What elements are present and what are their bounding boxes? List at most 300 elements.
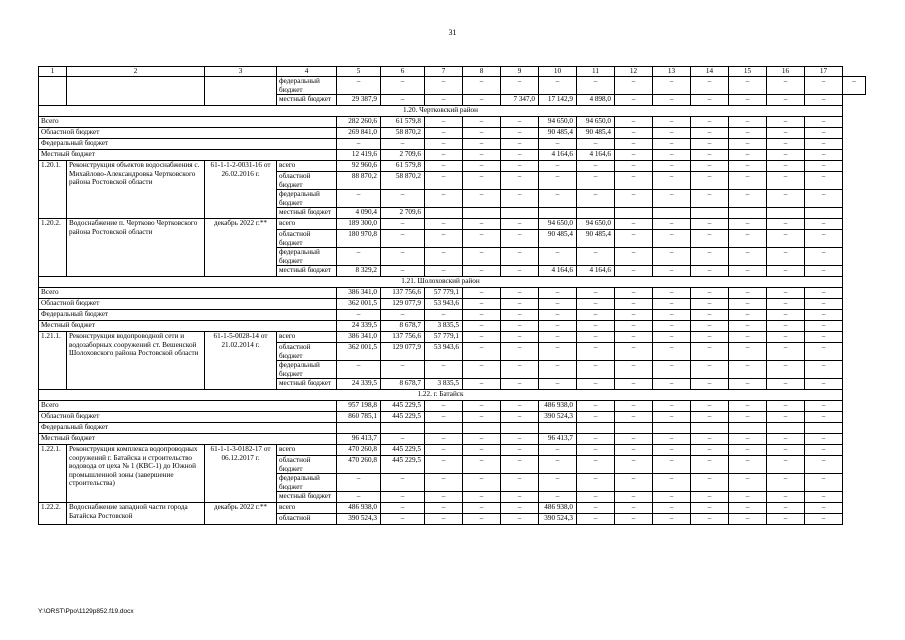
- value-cell: –: [463, 474, 501, 492]
- value-cell: –: [767, 503, 805, 514]
- value-cell: –: [577, 172, 615, 190]
- value-cell: –: [337, 139, 381, 150]
- value-cell: –: [577, 321, 615, 332]
- column-number-row: [39, 67, 866, 77]
- object-row: [39, 503, 866, 514]
- value-cell: –: [767, 139, 805, 150]
- value-cell: –: [577, 514, 615, 525]
- value-cell: –: [539, 299, 577, 310]
- value-cell: [805, 423, 843, 434]
- column-number: 9: [501, 67, 539, 77]
- value-cell: 470 260,8: [337, 445, 381, 456]
- value-cell: –: [805, 288, 843, 299]
- value-cell: –: [767, 456, 805, 474]
- value-cell: –: [805, 332, 843, 343]
- value-cell: –: [729, 230, 767, 248]
- value-cell: –: [463, 310, 501, 321]
- value-cell: –: [805, 299, 843, 310]
- value-cell: [425, 208, 463, 219]
- value-cell: –: [539, 361, 577, 379]
- value-cell: –: [691, 128, 729, 139]
- value-cell: 58 870,2: [381, 172, 425, 190]
- value-cell: 4 898,0: [577, 95, 615, 106]
- object-name: Реконструкция объектов водоснабжения с. Михайлово-Александровка Чертковского района Ростовской области: [67, 161, 205, 219]
- value-cell: –: [805, 219, 843, 230]
- value-cell: –: [577, 361, 615, 379]
- value-cell: –: [805, 150, 843, 161]
- value-cell: –: [337, 474, 381, 492]
- value-cell: –: [463, 128, 501, 139]
- value-cell: 88 870,2: [337, 172, 381, 190]
- value-cell: –: [653, 492, 691, 503]
- value-cell: –: [615, 445, 653, 456]
- value-cell: 24 339,5: [337, 379, 381, 390]
- value-cell: [615, 423, 653, 434]
- value-cell: –: [577, 343, 615, 361]
- value-cell: 61 579,8: [381, 161, 425, 172]
- value-cell: –: [463, 77, 501, 95]
- value-cell: –: [653, 219, 691, 230]
- value-cell: –: [729, 219, 767, 230]
- value-cell: –: [463, 161, 501, 172]
- value-cell: –: [653, 343, 691, 361]
- column-number: 12: [615, 67, 653, 77]
- value-cell: –: [729, 321, 767, 332]
- value-cell: –: [729, 456, 767, 474]
- value-cell: –: [577, 190, 615, 208]
- column-number: 5: [337, 67, 381, 77]
- column-number: 4: [277, 67, 337, 77]
- value-cell: –: [653, 412, 691, 423]
- value-cell: –: [425, 230, 463, 248]
- value-cell: 17 142,9: [539, 95, 577, 106]
- value-cell: –: [539, 77, 577, 95]
- value-cell: –: [615, 128, 653, 139]
- value-cell: –: [381, 230, 425, 248]
- funding-source: федеральный бюджет: [277, 361, 337, 379]
- value-cell: –: [539, 190, 577, 208]
- value-cell: –: [767, 492, 805, 503]
- value-cell: –: [767, 266, 805, 277]
- value-cell: –: [539, 332, 577, 343]
- value-cell: –: [805, 321, 843, 332]
- value-cell: –: [501, 456, 539, 474]
- value-cell: –: [805, 412, 843, 423]
- object-code: 61-1-5-0028-14 от 21.02.2014 г.: [205, 332, 277, 390]
- value-cell: –: [767, 474, 805, 492]
- value-cell: –: [577, 310, 615, 321]
- value-cell: 96 413,7: [337, 434, 381, 445]
- column-number: 8: [463, 67, 501, 77]
- value-cell: –: [615, 503, 653, 514]
- page-number: 31: [448, 28, 457, 37]
- value-cell: –: [691, 474, 729, 492]
- value-cell: 94 650,0: [539, 117, 577, 128]
- value-cell: –: [539, 379, 577, 390]
- value-cell: 53 943,6: [425, 343, 463, 361]
- value-cell: –: [843, 77, 866, 95]
- value-cell: 470 260,8: [337, 456, 381, 474]
- value-cell: 8 678,7: [381, 321, 425, 332]
- value-cell: –: [691, 456, 729, 474]
- value-cell: –: [615, 456, 653, 474]
- value-cell: 57 779,1: [425, 332, 463, 343]
- value-cell: –: [381, 361, 425, 379]
- value-cell: –: [615, 150, 653, 161]
- value-cell: –: [729, 503, 767, 514]
- object-id: 1.21.1.: [39, 332, 67, 390]
- value-cell: –: [615, 95, 653, 106]
- value-cell: –: [501, 492, 539, 503]
- value-cell: –: [615, 434, 653, 445]
- object-row: [39, 161, 866, 172]
- value-cell: [539, 423, 577, 434]
- value-cell: –: [337, 361, 381, 379]
- value-cell: –: [805, 474, 843, 492]
- object-name: Водоснабжение п. Чертково Чертковского района Ростовской области: [67, 219, 205, 277]
- value-cell: –: [381, 434, 425, 445]
- section-row: [39, 277, 866, 288]
- value-cell: –: [653, 128, 691, 139]
- value-cell: –: [381, 77, 425, 95]
- object-code: [205, 77, 277, 106]
- object-name: [67, 77, 205, 106]
- object-row: [39, 77, 866, 95]
- value-cell: 189 300,0: [337, 219, 381, 230]
- value-cell: –: [501, 266, 539, 277]
- value-cell: –: [805, 445, 843, 456]
- value-cell: –: [501, 474, 539, 492]
- value-cell: –: [805, 77, 843, 95]
- value-cell: –: [767, 412, 805, 423]
- value-cell: –: [729, 492, 767, 503]
- value-cell: 94 650,0: [577, 219, 615, 230]
- value-cell: –: [691, 230, 729, 248]
- total-row: [39, 128, 866, 139]
- value-cell: 445 229,5: [381, 401, 425, 412]
- value-cell: 957 198,8: [337, 401, 381, 412]
- value-cell: –: [691, 503, 729, 514]
- value-cell: –: [539, 288, 577, 299]
- value-cell: –: [653, 190, 691, 208]
- value-cell: –: [653, 361, 691, 379]
- funding-source: всего: [277, 161, 337, 172]
- value-cell: –: [805, 456, 843, 474]
- value-cell: 386 341,0: [337, 288, 381, 299]
- total-label: Федеральный бюджет: [39, 423, 337, 434]
- value-cell: –: [767, 401, 805, 412]
- value-cell: 3 835,5: [425, 379, 463, 390]
- value-cell: [805, 208, 843, 219]
- value-cell: –: [691, 117, 729, 128]
- value-cell: –: [539, 456, 577, 474]
- column-number: 15: [729, 67, 767, 77]
- value-cell: [653, 208, 691, 219]
- value-cell: –: [501, 434, 539, 445]
- value-cell: –: [615, 514, 653, 525]
- value-cell: –: [425, 445, 463, 456]
- value-cell: –: [425, 117, 463, 128]
- value-cell: 390 524,3: [539, 412, 577, 423]
- value-cell: –: [501, 514, 539, 525]
- funding-source: федеральный бюджет: [277, 248, 337, 266]
- value-cell: –: [615, 190, 653, 208]
- value-cell: –: [539, 161, 577, 172]
- object-name: Реконструкция комплекса водопроводных сооружений г. Батайска и строительство водовода от цеха № 1 (КВС-1) до Южной промышленной зоны (завершение строительства): [67, 445, 205, 503]
- value-cell: –: [463, 117, 501, 128]
- value-cell: –: [729, 95, 767, 106]
- value-cell: –: [805, 230, 843, 248]
- value-cell: [577, 423, 615, 434]
- value-cell: 8 678,7: [381, 379, 425, 390]
- object-code: 61-1-1-2-0031-16 от 26.02.2016 г.: [205, 161, 277, 219]
- value-cell: [767, 208, 805, 219]
- value-cell: –: [501, 117, 539, 128]
- value-cell: 24 339,5: [337, 321, 381, 332]
- section-title: 1.22. г. Батайск: [39, 390, 843, 401]
- value-cell: 390 524,3: [337, 514, 381, 525]
- value-cell: –: [615, 343, 653, 361]
- value-cell: –: [577, 474, 615, 492]
- value-cell: –: [805, 343, 843, 361]
- value-cell: –: [691, 379, 729, 390]
- value-cell: –: [691, 321, 729, 332]
- object-name: Реконструкция водопроводной сети и водозаборных сооружений ст. Вешенской Шолоховского района Ростовской области: [67, 332, 205, 390]
- value-cell: –: [729, 117, 767, 128]
- value-cell: [615, 208, 653, 219]
- value-cell: –: [501, 299, 539, 310]
- value-cell: –: [501, 139, 539, 150]
- value-cell: –: [501, 288, 539, 299]
- value-cell: 129 077,9: [381, 343, 425, 361]
- value-cell: –: [729, 361, 767, 379]
- value-cell: 94 650,0: [577, 117, 615, 128]
- total-row: [39, 299, 866, 310]
- value-cell: –: [653, 514, 691, 525]
- value-cell: [729, 208, 767, 219]
- value-cell: –: [463, 230, 501, 248]
- value-cell: 486 938,0: [539, 503, 577, 514]
- value-cell: –: [729, 139, 767, 150]
- value-cell: –: [425, 150, 463, 161]
- column-number: 1: [39, 67, 67, 77]
- value-cell: 4 164,6: [577, 266, 615, 277]
- value-cell: –: [767, 117, 805, 128]
- value-cell: –: [691, 219, 729, 230]
- value-cell: –: [653, 503, 691, 514]
- value-cell: –: [501, 190, 539, 208]
- value-cell: –: [577, 412, 615, 423]
- value-cell: –: [653, 95, 691, 106]
- value-cell: –: [767, 361, 805, 379]
- object-code: декабрь 2022 г.**: [205, 219, 277, 277]
- value-cell: –: [691, 95, 729, 106]
- value-cell: –: [729, 310, 767, 321]
- value-cell: –: [729, 434, 767, 445]
- value-cell: –: [805, 401, 843, 412]
- value-cell: –: [729, 379, 767, 390]
- value-cell: 4 164,6: [577, 150, 615, 161]
- object-id: [39, 77, 67, 106]
- value-cell: –: [767, 230, 805, 248]
- value-cell: –: [501, 128, 539, 139]
- value-cell: –: [729, 514, 767, 525]
- value-cell: –: [463, 445, 501, 456]
- value-cell: 12 419,6: [337, 150, 381, 161]
- value-cell: –: [653, 445, 691, 456]
- value-cell: 8 329,2: [337, 266, 381, 277]
- value-cell: [463, 423, 501, 434]
- value-cell: –: [501, 321, 539, 332]
- value-cell: 282 260,6: [337, 117, 381, 128]
- value-cell: –: [653, 248, 691, 266]
- value-cell: –: [729, 288, 767, 299]
- value-cell: –: [653, 332, 691, 343]
- value-cell: –: [767, 77, 805, 95]
- value-cell: –: [501, 219, 539, 230]
- value-cell: –: [425, 161, 463, 172]
- value-cell: 92 960,6: [337, 161, 381, 172]
- value-cell: 57 779,1: [425, 288, 463, 299]
- value-cell: –: [501, 412, 539, 423]
- value-cell: –: [463, 361, 501, 379]
- value-cell: –: [615, 361, 653, 379]
- object-id: 1.22.1.: [39, 445, 67, 503]
- total-row: [39, 434, 866, 445]
- value-cell: 2 709,6: [381, 208, 425, 219]
- value-cell: –: [425, 434, 463, 445]
- value-cell: –: [463, 248, 501, 266]
- value-cell: –: [691, 172, 729, 190]
- value-cell: –: [381, 266, 425, 277]
- value-cell: –: [463, 139, 501, 150]
- value-cell: –: [501, 361, 539, 379]
- value-cell: –: [425, 310, 463, 321]
- value-cell: –: [805, 361, 843, 379]
- value-cell: –: [653, 299, 691, 310]
- value-cell: [539, 208, 577, 219]
- value-cell: –: [337, 77, 381, 95]
- value-cell: [577, 208, 615, 219]
- value-cell: –: [653, 230, 691, 248]
- value-cell: –: [653, 288, 691, 299]
- value-cell: –: [577, 434, 615, 445]
- value-cell: [337, 423, 381, 434]
- value-cell: –: [653, 456, 691, 474]
- value-cell: 94 650,0: [539, 219, 577, 230]
- value-cell: –: [805, 503, 843, 514]
- value-cell: –: [729, 332, 767, 343]
- value-cell: –: [729, 266, 767, 277]
- value-cell: –: [577, 139, 615, 150]
- value-cell: –: [425, 514, 463, 525]
- value-cell: –: [767, 332, 805, 343]
- value-cell: –: [691, 361, 729, 379]
- value-cell: –: [653, 401, 691, 412]
- value-cell: [501, 208, 539, 219]
- value-cell: –: [805, 310, 843, 321]
- value-cell: –: [615, 321, 653, 332]
- section-title: 1.21. Шолоховский район: [39, 277, 843, 288]
- value-cell: 129 077,9: [381, 299, 425, 310]
- value-cell: [425, 423, 463, 434]
- value-cell: –: [729, 474, 767, 492]
- value-cell: –: [501, 343, 539, 361]
- value-cell: –: [653, 321, 691, 332]
- funding-source: всего: [277, 219, 337, 230]
- object-code: декабрь 2022 г.**: [205, 503, 277, 525]
- value-cell: –: [425, 219, 463, 230]
- value-cell: –: [539, 343, 577, 361]
- value-cell: –: [653, 172, 691, 190]
- column-number: 16: [767, 67, 805, 77]
- value-cell: 90 485,4: [577, 128, 615, 139]
- value-cell: –: [539, 310, 577, 321]
- value-cell: –: [767, 288, 805, 299]
- value-cell: –: [577, 492, 615, 503]
- value-cell: 269 841,0: [337, 128, 381, 139]
- value-cell: –: [729, 161, 767, 172]
- value-cell: –: [729, 128, 767, 139]
- value-cell: –: [691, 343, 729, 361]
- value-cell: 445 229,5: [381, 456, 425, 474]
- budget-table: [38, 66, 866, 525]
- total-row: [39, 117, 866, 128]
- funding-source: федеральный бюджет: [277, 77, 337, 95]
- value-cell: –: [615, 412, 653, 423]
- value-cell: –: [691, 77, 729, 95]
- value-cell: 96 413,7: [539, 434, 577, 445]
- funding-source: федеральный бюджет: [277, 474, 337, 492]
- value-cell: 137 756,6: [381, 288, 425, 299]
- value-cell: –: [425, 139, 463, 150]
- value-cell: –: [577, 379, 615, 390]
- value-cell: [501, 423, 539, 434]
- value-cell: –: [767, 161, 805, 172]
- value-cell: –: [501, 310, 539, 321]
- value-cell: –: [653, 266, 691, 277]
- value-cell: 58 870,2: [381, 128, 425, 139]
- value-cell: –: [381, 503, 425, 514]
- object-id: 1.22.2.: [39, 503, 67, 525]
- value-cell: –: [577, 445, 615, 456]
- funding-source: всего: [277, 445, 337, 456]
- value-cell: –: [767, 248, 805, 266]
- value-cell: –: [653, 77, 691, 95]
- value-cell: –: [463, 503, 501, 514]
- column-number: 7: [425, 67, 463, 77]
- funding-source: федеральный бюджет: [277, 190, 337, 208]
- total-row: [39, 150, 866, 161]
- value-cell: –: [425, 77, 463, 95]
- value-cell: [691, 208, 729, 219]
- value-cell: 53 943,6: [425, 299, 463, 310]
- value-cell: –: [463, 379, 501, 390]
- value-cell: –: [729, 401, 767, 412]
- value-cell: –: [463, 412, 501, 423]
- value-cell: –: [463, 172, 501, 190]
- value-cell: –: [381, 219, 425, 230]
- total-row: [39, 310, 866, 321]
- value-cell: –: [381, 310, 425, 321]
- value-cell: –: [691, 248, 729, 266]
- section-row: [39, 390, 866, 401]
- value-cell: –: [615, 172, 653, 190]
- value-cell: 445 229,5: [381, 445, 425, 456]
- value-cell: –: [577, 299, 615, 310]
- value-cell: 390 524,3: [539, 514, 577, 525]
- total-label: Местный бюджет: [39, 434, 337, 445]
